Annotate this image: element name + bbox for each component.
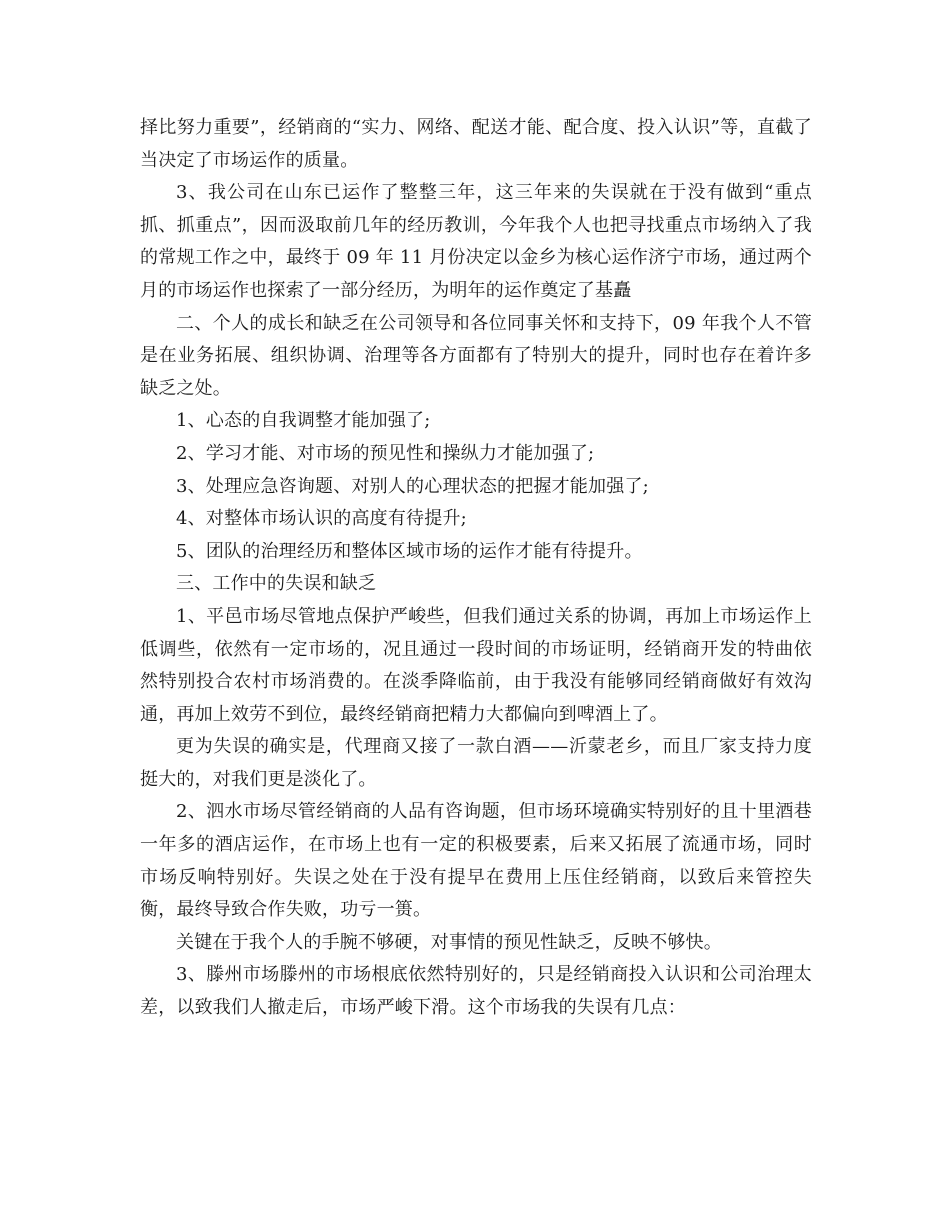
paragraph-continuation: 择比努力重要”，经销商的“实力、网络、配送才能、配合度、投入认识”等，直截了当决定了市场运作的质量。 xyxy=(140,117,812,171)
paragraph-pingyi-market: 1、平邑市场尽管地点保护严峻些，但我们通过关系的协调，再加上市场运作上低调些，依然有一定市场的，况且通过一段时间的市场证明，经销商开发的特曲依然特别投合农村市场消费的。在淡季降临前，由于我没有能够同经销商做好有效沟通，再加上效劳不到位，最终经销商把精力大都偏向到啤酒上了。 xyxy=(140,605,812,725)
list-item-2: 2、学习才能、对市场的预见性和操纵力才能加强了; xyxy=(176,442,595,464)
section-heading-3-mistakes: 三、工作中的失误和缺乏 xyxy=(176,573,377,595)
paragraph-point-3-shandong: 3、我公司在山东已运作了整整三年，这三年来的失误就在于没有做到“重点抓、抓重点”，因而汲取前几年的经历教训，今年我个人也把寻找重点市场纳入了我的常规工作之中，最终于 09 年 11 月份决定以金乡为核心运作济宁市场，通过两个月的市场运作也探索了一部分经历，为明年的运作奠定了基矗 xyxy=(140,182,812,301)
section-heading-2-personal-growth: 二、个人的成长和缺乏在公司领导和各位同事关怀和支持下，09 年我个人不管是在业务拓展、组织协调、治理等各方面都有了特别大的提升，同时也存在着许多缺乏之处。 xyxy=(140,312,812,399)
list-item-5: 5、团队的治理经历和整体区域市场的运作才能有待提升。 xyxy=(176,540,643,562)
paragraph-tengzhou-market: 3、滕州市场滕州的市场根底依然特别好的，只是经销商投入认识和公司治理太差，以致我们人撤走后，市场严峻下滑。这个市场我的失误有几点： xyxy=(140,964,812,1019)
paragraph-sishui-market: 2、泗水市场尽管经销商的人品有咨询题，但市场环境确实特别好的且十里酒巷一年多的酒店运作，在市场上也有一定的积极要素，后来又拓展了流通市场，同时市场反响特别好。失误之处在于没有提早在费用上压住经销商，以致后来管控失衡，最终导致合作失败，功亏一篑。 xyxy=(140,801,812,921)
document-body xyxy=(140,112,812,1025)
list-item-1: 1、心态的自我调整才能加强了; xyxy=(176,410,431,432)
list-item-4: 4、对整体市场认识的高度有待提升; xyxy=(176,508,467,530)
list-item-3: 3、处理应急咨询题、对别人的心理状态的把握才能加强了; xyxy=(176,475,649,497)
paragraph-key-reason: 关键在于我个人的手腕不够硬，对事情的预见性缺乏，反映不够快。 xyxy=(176,931,722,953)
paragraph-agent-mistake: 更为失误的确实是，代理商又接了一款白酒——沂蒙老乡，而且厂家支持力度挺大的，对我们更是淡化了。 xyxy=(140,736,812,790)
